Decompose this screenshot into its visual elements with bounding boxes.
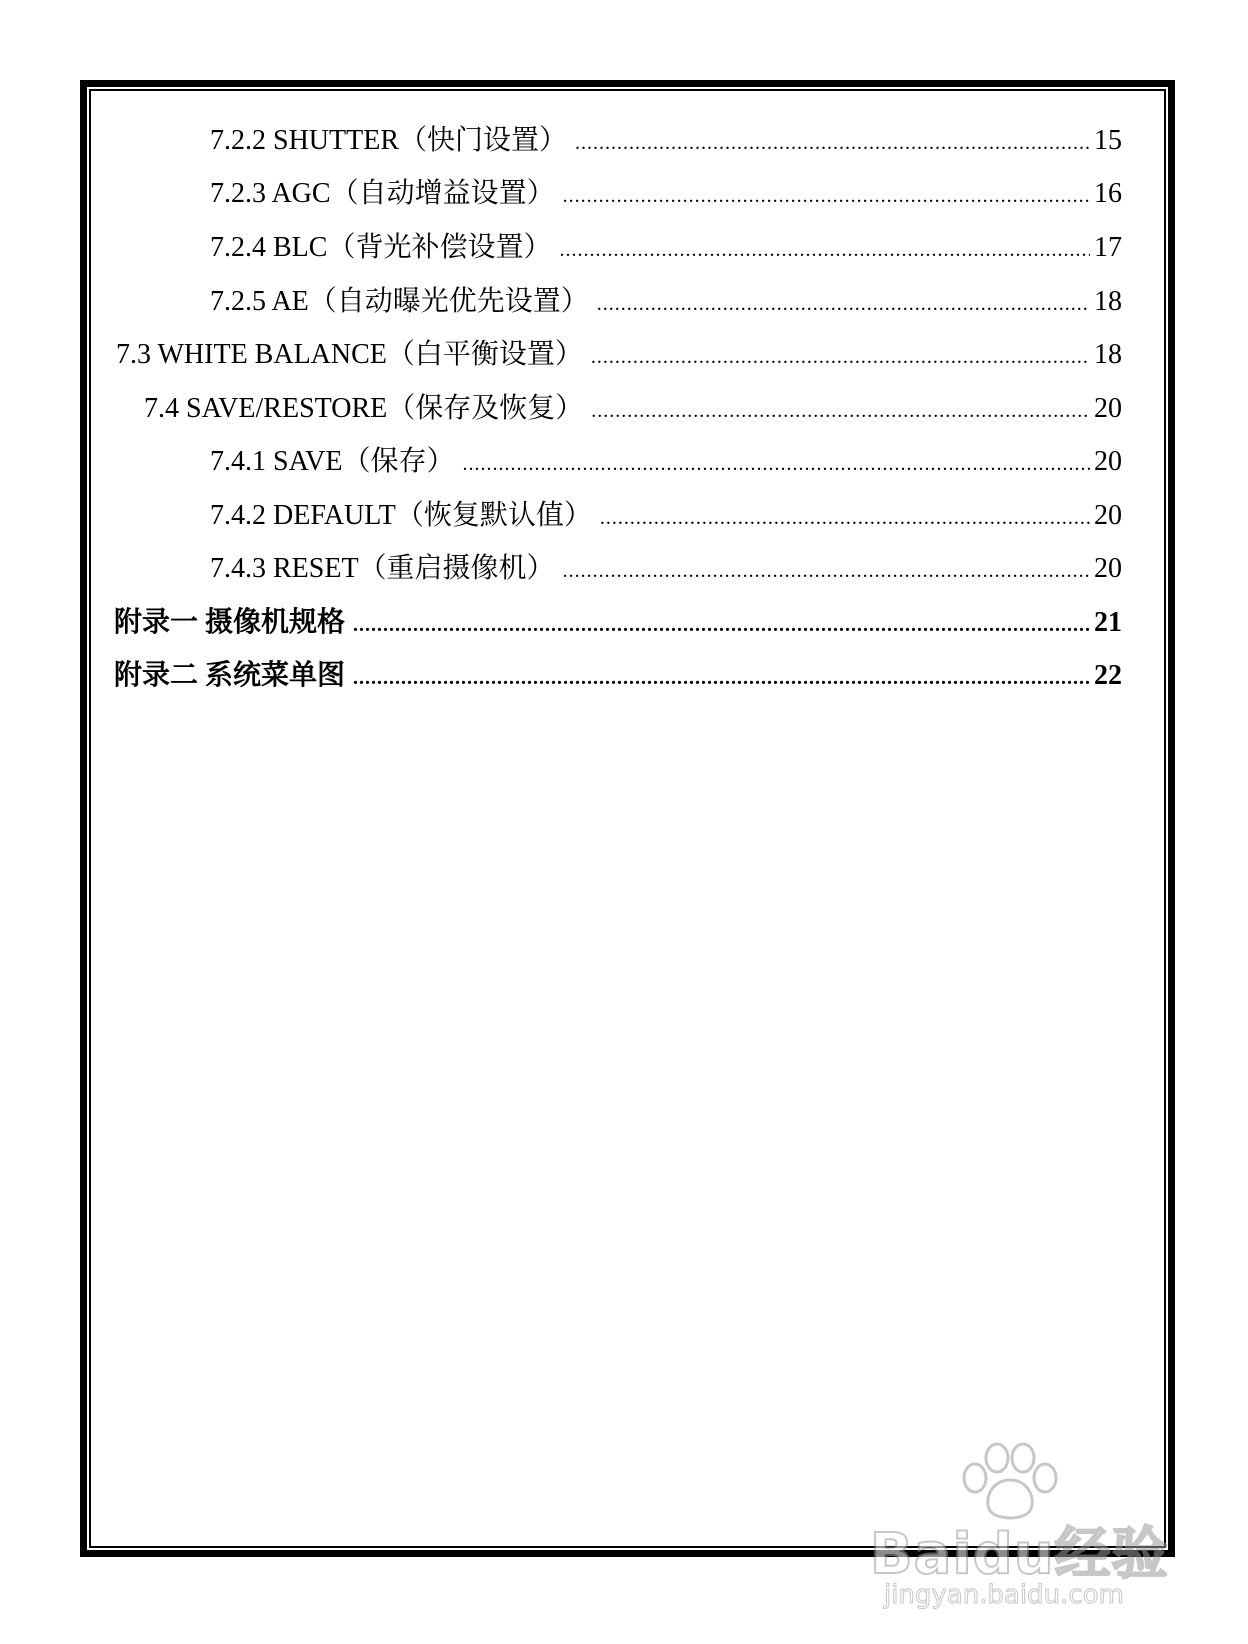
toc-entry-page: 22 bbox=[1094, 660, 1122, 691]
toc-entry-page: 20 bbox=[1094, 393, 1122, 424]
toc-entry-title: 7.2.5 AE（自动曝光优先设置） bbox=[210, 286, 589, 317]
dot-leader bbox=[353, 658, 1090, 698]
toc-entry-page: 17 bbox=[1094, 232, 1122, 263]
dot-leader bbox=[597, 284, 1090, 324]
toc-entry[interactable] bbox=[210, 442, 1122, 482]
toc-entry[interactable] bbox=[210, 174, 1122, 214]
toc-entry-page: 20 bbox=[1094, 446, 1122, 477]
toc-entry-page: 18 bbox=[1094, 286, 1122, 317]
toc-entry-title: 7.4.3 RESET（重启摄像机） bbox=[210, 553, 555, 584]
toc-entry-page: 16 bbox=[1094, 178, 1122, 209]
dot-leader bbox=[559, 230, 1090, 270]
toc-entry-title: 附录一 摄像机规格 bbox=[114, 607, 346, 638]
toc-entry-title: 7.3 WHITE BALANCE（白平衡设置） bbox=[116, 339, 583, 370]
toc-entry[interactable] bbox=[144, 389, 1122, 429]
toc-entry-title: 7.2.4 BLC（背光补偿设置） bbox=[210, 232, 552, 263]
toc-entry-title: 7.2.3 AGC（自动增益设置） bbox=[210, 178, 555, 209]
toc-entry[interactable] bbox=[210, 549, 1122, 589]
toc-entry-page: 18 bbox=[1094, 339, 1122, 370]
toc-entry-page: 15 bbox=[1094, 125, 1122, 156]
dot-leader bbox=[463, 444, 1090, 484]
toc-entry[interactable] bbox=[116, 335, 1122, 375]
toc-entry[interactable] bbox=[210, 282, 1122, 322]
dot-leader bbox=[591, 337, 1090, 377]
dot-leader bbox=[591, 391, 1090, 431]
watermark-brand: Baidu经验 bbox=[870, 1522, 1169, 1587]
baidu-watermark bbox=[870, 1440, 1200, 1620]
dot-leader bbox=[563, 551, 1090, 591]
toc-entry-page: 21 bbox=[1094, 607, 1122, 638]
toc-entry-title: 7.2.2 SHUTTER（快门设置） bbox=[210, 125, 568, 156]
dot-leader bbox=[600, 498, 1090, 538]
toc-entry-title: 7.4 SAVE/RESTORE（保存及恢复） bbox=[144, 393, 584, 424]
watermark-url: jingyan.baidu.com bbox=[884, 1580, 1124, 1610]
paw-icon bbox=[955, 1440, 1065, 1520]
dot-leader bbox=[575, 123, 1090, 163]
toc-entry[interactable] bbox=[210, 228, 1122, 268]
toc-entry-page: 20 bbox=[1094, 553, 1122, 584]
toc-entry[interactable] bbox=[114, 656, 1122, 696]
toc-entry-title: 附录二 系统菜单图 bbox=[114, 660, 346, 691]
toc-entry[interactable] bbox=[210, 121, 1122, 161]
toc-entry[interactable] bbox=[210, 496, 1122, 536]
toc-entry-title: 7.4.2 DEFAULT（恢复默认值） bbox=[210, 500, 592, 531]
toc-entry[interactable] bbox=[114, 603, 1122, 643]
toc-entry-page: 20 bbox=[1094, 500, 1122, 531]
dot-leader bbox=[353, 605, 1090, 645]
toc-entry-title: 7.4.1 SAVE（保存） bbox=[210, 446, 455, 477]
dot-leader bbox=[563, 176, 1090, 216]
